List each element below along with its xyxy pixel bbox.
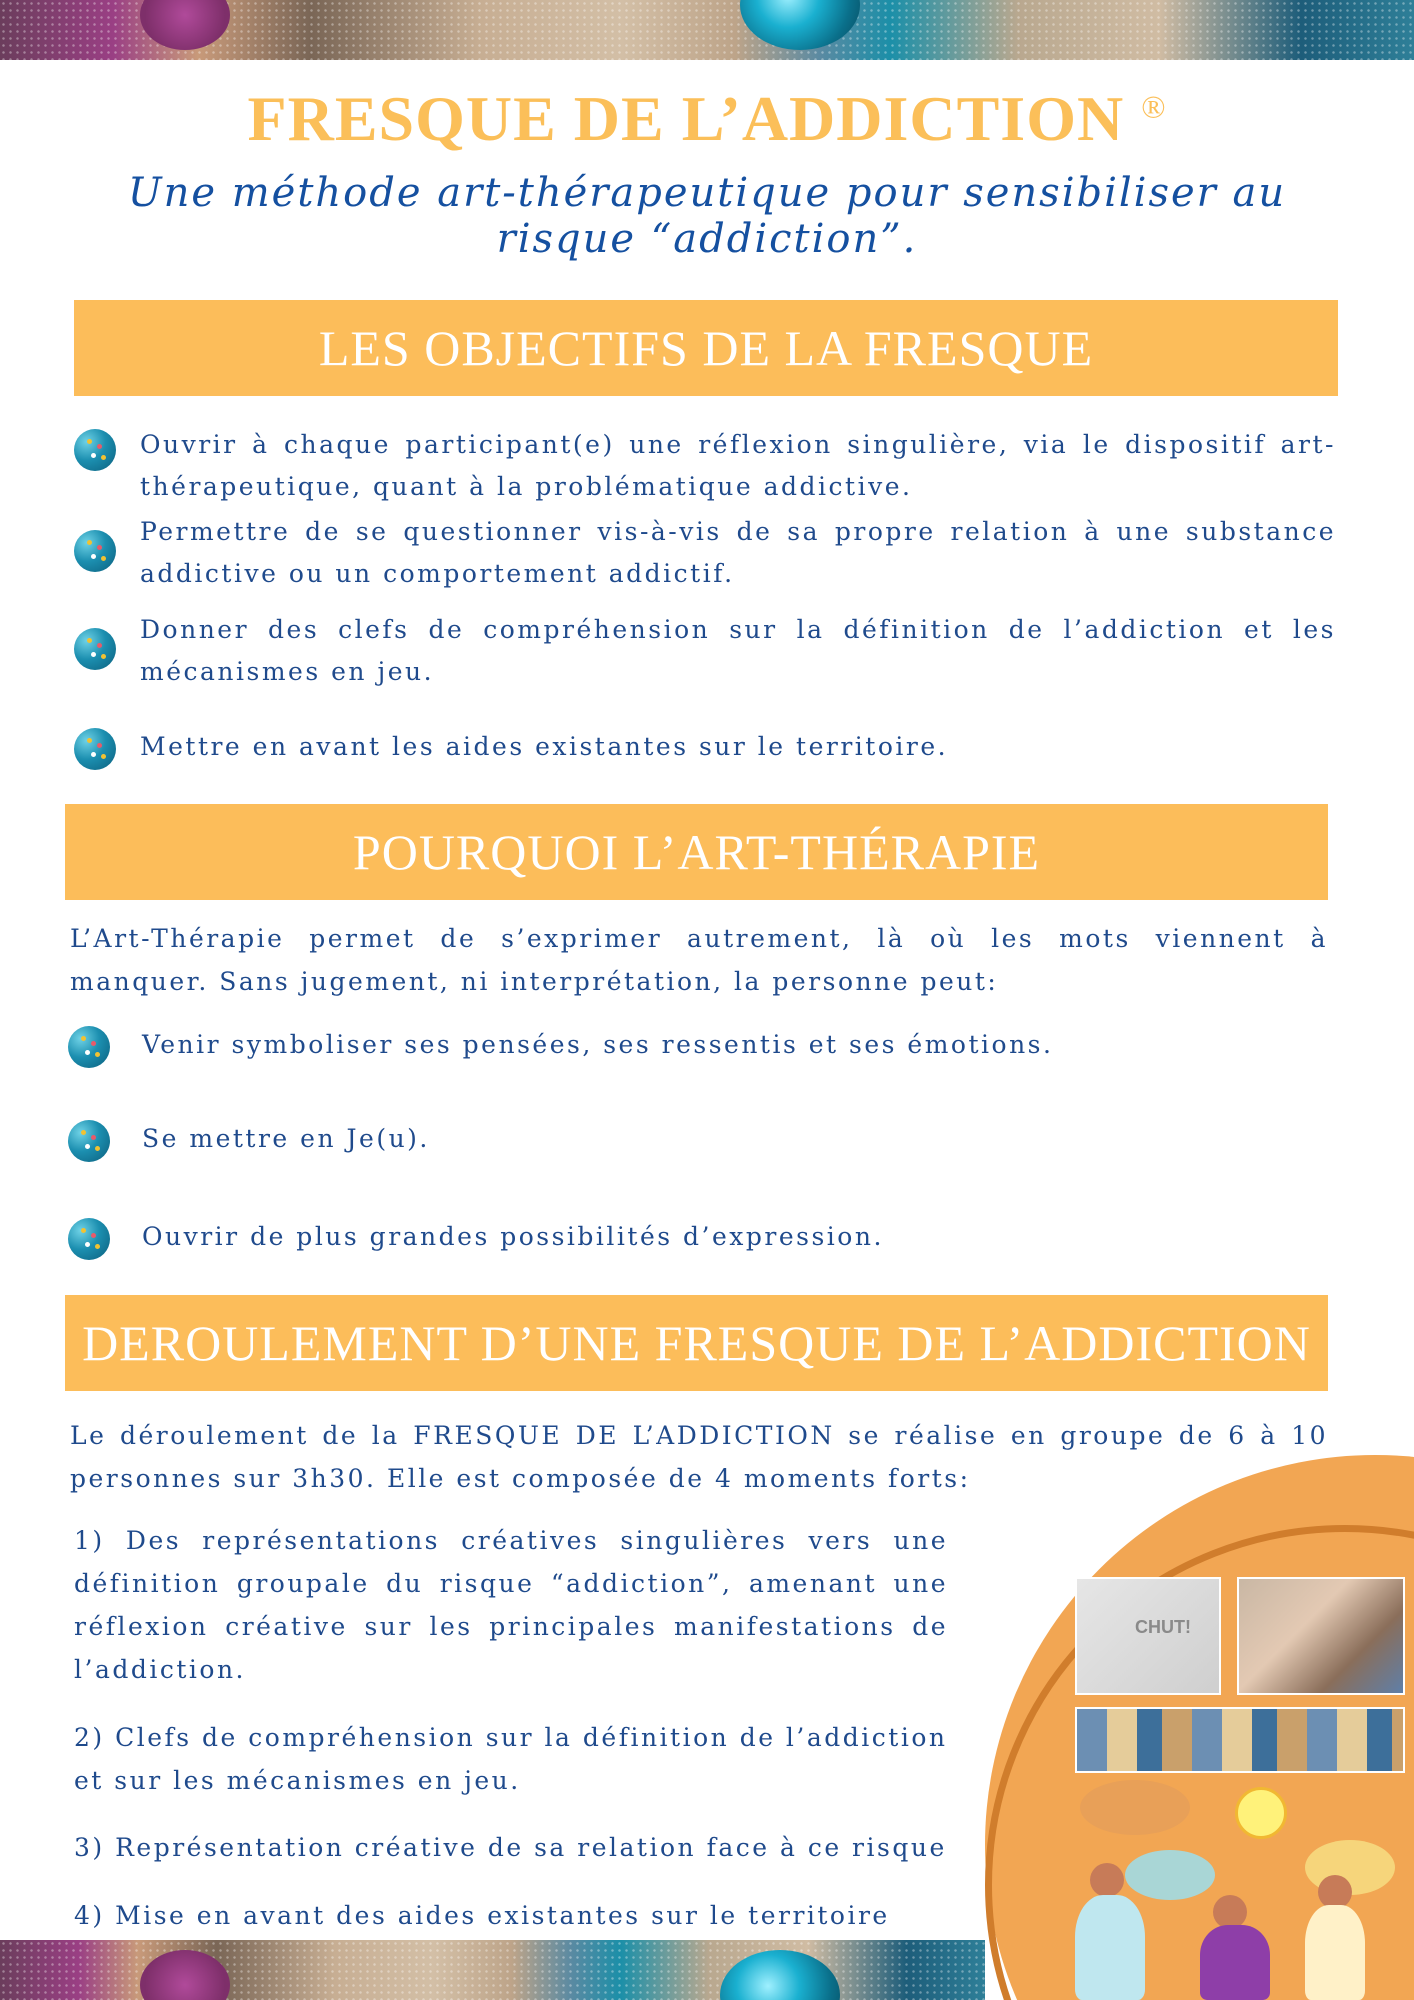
paint-dot-bullet-icon bbox=[74, 728, 116, 770]
art-cards-photo bbox=[1075, 1707, 1405, 1773]
objectif-text: Donner des clefs de compréhension sur la définition de l’addiction et les mécanismes en jeu. bbox=[140, 615, 1336, 686]
person-head-icon bbox=[1090, 1863, 1124, 1897]
page-subtitle: Une méthode art-thérapeutique pour sensibiliser au risque “addiction”. bbox=[127, 170, 1287, 262]
objectif-item bbox=[74, 609, 1336, 693]
speech-bubble-icon bbox=[1125, 1850, 1215, 1900]
lightbulb-icon bbox=[1235, 1787, 1287, 1839]
paint-dot-bullet-icon bbox=[74, 530, 116, 572]
person-figure-icon bbox=[1075, 1895, 1145, 2000]
objectif-text: Ouvrir à chaque participant(e) une réflexion singulière, via le dispositif art-thérapeutique, quant à la problématique addictive. bbox=[140, 430, 1336, 501]
paint-dot-bullet-icon bbox=[74, 429, 116, 471]
art-therapie-text: Ouvrir de plus grandes possibilités d’expression. bbox=[142, 1222, 884, 1251]
bottom-decorative-band bbox=[0, 1940, 985, 2000]
deroulement-step: 4) Mise en avant des aides existantes sur le territoire bbox=[74, 1901, 890, 1930]
photo-caption: CHUT! bbox=[1135, 1617, 1191, 1637]
person-head-icon bbox=[1318, 1875, 1352, 1909]
objectifs-heading: LES OBJECTIFS DE LA FRESQUE bbox=[318, 320, 1094, 376]
deroulement-step: 3) Représentation créative de sa relation face à ce risque bbox=[74, 1833, 947, 1862]
registered-mark: ® bbox=[1141, 88, 1167, 125]
art-therapie-heading: POURQUOI L’ART-THÉRAPIE bbox=[352, 824, 1041, 880]
art-therapie-heading-banner bbox=[65, 804, 1328, 900]
paint-dot-bullet-icon bbox=[74, 628, 116, 670]
art-therapie-text: Venir symboliser ses pensées, ses ressentis et ses émotions. bbox=[142, 1030, 1054, 1059]
deroulement-heading: DEROULEMENT D’UNE FRESQUE DE L’ADDICTION bbox=[82, 1315, 1311, 1371]
objectif-item bbox=[74, 726, 1336, 770]
paint-dot-bullet-icon bbox=[68, 1026, 110, 1068]
deroulement-step: 2) Clefs de compréhension sur la définition de l’addiction et sur les mécanismes en jeu. bbox=[74, 1723, 948, 1795]
page-title bbox=[0, 82, 1414, 156]
deroulement-step: 1) Des représentations créatives singulières vers une définition groupale du risque “addiction”, amenant une réflexion créative sur les principales manifestations de l’addiction. bbox=[74, 1526, 948, 1684]
objectif-item bbox=[74, 424, 1336, 508]
title-text: FRESQUE DE L’ADDICTION bbox=[247, 83, 1125, 154]
objectifs-heading-banner bbox=[74, 300, 1338, 396]
top-decorative-band bbox=[0, 0, 1414, 60]
person-head-icon bbox=[1213, 1895, 1247, 1929]
person-figure-icon bbox=[1200, 1925, 1270, 2000]
art-therapie-item bbox=[68, 1024, 1330, 1068]
objectif-item bbox=[74, 511, 1336, 595]
art-therapie-item bbox=[68, 1118, 1330, 1162]
art-therapie-text: Se mettre en Je(u). bbox=[142, 1124, 430, 1153]
paint-dot-bullet-icon bbox=[68, 1120, 110, 1162]
deroulement-heading-banner bbox=[65, 1295, 1328, 1391]
clay-sculpture-photo bbox=[1237, 1577, 1405, 1695]
workshop-illustration bbox=[985, 1455, 1414, 2000]
paint-dot-bullet-icon bbox=[68, 1218, 110, 1260]
person-figure-icon bbox=[1305, 1905, 1365, 2000]
objectif-text: Permettre de se questionner vis-à-vis de sa propre relation à une substance addictive ou un comportement addictif. bbox=[140, 517, 1336, 588]
art-therapie-item bbox=[68, 1216, 1330, 1260]
art-therapie-intro: L’Art-Thérapie permet de s’exprimer autrement, là où les mots viennent à manquer. Sans jugement, ni interprétation, la personne peut: bbox=[70, 924, 1328, 996]
deroulement-intro: Le déroulement de la FRESQUE DE L’ADDICTION se réalise en groupe de 6 à 10 personnes sur 3h30. Elle est composée de 4 moments forts: bbox=[70, 1421, 1328, 1493]
objectif-text: Mettre en avant les aides existantes sur le territoire. bbox=[140, 732, 949, 761]
speech-bubble-icon bbox=[1080, 1780, 1190, 1835]
